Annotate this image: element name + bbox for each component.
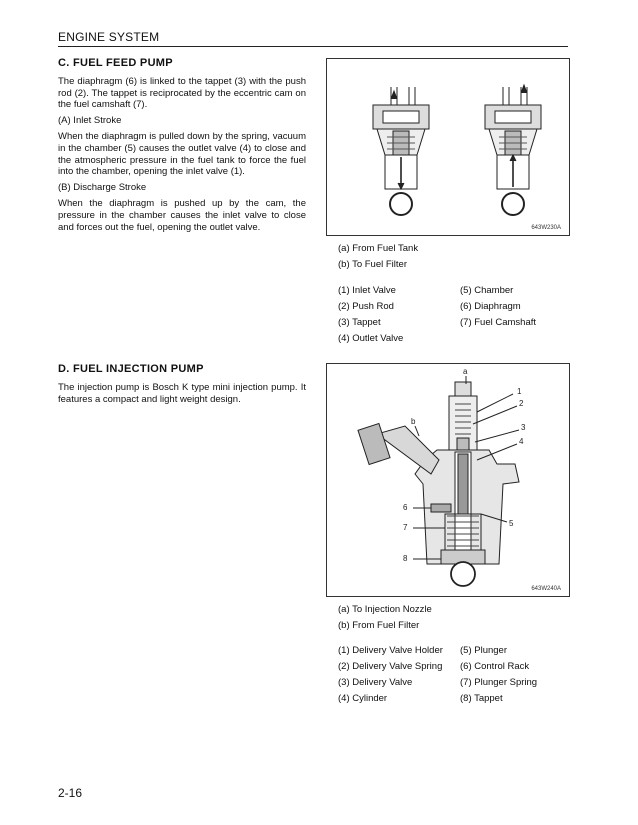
section-d-text	[58, 364, 306, 409]
legend-item: (5) Plunger	[460, 644, 507, 656]
pump-inlet-stroke	[373, 87, 429, 215]
legend-item: (1) Inlet Valve	[338, 284, 396, 296]
legend-item: (7) Fuel Camshaft	[460, 316, 537, 328]
inlet-stroke-heading: (A) Inlet Stroke	[58, 115, 122, 127]
pump-discharge-stroke	[485, 85, 541, 215]
legend-row	[338, 314, 578, 330]
fuel-injection-pump-diagram	[327, 364, 569, 596]
section-c-text	[58, 58, 306, 237]
legend-row	[338, 658, 578, 674]
legend-row	[338, 690, 578, 706]
section-d-title: D. FUEL INJECTION PUMP	[58, 363, 204, 375]
figure-1-legend	[338, 282, 578, 346]
label-1: 1	[517, 387, 522, 396]
legend-item: (2) Push Rod	[338, 300, 394, 312]
figure-2-caption-b: (b) From Fuel Filter	[338, 620, 420, 631]
label-b: b	[411, 417, 416, 426]
legend-item: (6) Control Rack	[460, 660, 530, 672]
label-a: a	[463, 367, 468, 376]
legend-item: (3) Delivery Valve	[338, 676, 413, 688]
legend-item: (7) Plunger Spring	[460, 676, 538, 688]
fuel-feed-pump-figure	[326, 58, 570, 236]
label-8: 8	[403, 554, 408, 563]
legend-item: (3) Tappet	[338, 316, 381, 328]
section-c-intro: The diaphragm (6) is linked to the tappet (3) with the push rod (2). The tappet is reciprocated by the eccentric cam on the fuel camshaft (7).	[58, 75, 306, 111]
legend-item: (4) Outlet Valve	[338, 332, 404, 344]
figure-2-code: 643W240A	[531, 586, 561, 592]
fuel-injection-pump-figure	[326, 363, 570, 597]
inlet-stroke-text: When the diaphragm is pulled down by the spring, vacuum in the chamber (5) causes the outlet valve (4) to close and the atmospheric pressure in the fuel tank to force the fuel into the chamber, opening the inlet valve (1).	[58, 130, 306, 178]
legend-row	[338, 330, 578, 346]
legend-row	[338, 282, 578, 298]
legend-row	[338, 642, 578, 658]
label-6: 6	[403, 503, 408, 512]
section-c-title: C. FUEL FEED PUMP	[58, 57, 173, 69]
figure-1-caption-b: (b) To Fuel Filter	[338, 259, 407, 270]
legend-item: (4) Cylinder	[338, 692, 388, 704]
running-header: ENGINE SYSTEM	[58, 30, 160, 44]
legend-item: (1) Delivery Valve Holder	[338, 644, 443, 656]
label-5: 5	[509, 519, 514, 528]
label-3: 3	[521, 423, 526, 432]
discharge-stroke-heading: (B) Discharge Stroke	[58, 182, 147, 194]
figure-1-captions	[338, 241, 418, 273]
label-2: 2	[519, 399, 524, 408]
header-rule	[58, 46, 568, 47]
label-7: 7	[403, 523, 408, 532]
figure-1-caption-a: (a) From Fuel Tank	[338, 243, 419, 254]
legend-row	[338, 674, 578, 690]
legend-item: (6) Diaphragm	[460, 300, 521, 312]
section-d-intro: The injection pump is Bosch K type mini injection pump. It features a compact and light weight design.	[58, 381, 306, 405]
fuel-feed-pump-diagram	[327, 59, 569, 235]
legend-item: (5) Chamber	[460, 284, 514, 296]
figure-1-code: 643W230A	[531, 225, 561, 231]
legend-row	[338, 298, 578, 314]
legend-item: (8) Tappet	[460, 692, 503, 704]
figure-2-caption-a: (a) To Injection Nozzle	[338, 604, 432, 615]
label-4: 4	[519, 437, 524, 446]
discharge-stroke-text: When the diaphragm is pushed up by the cam, the pressure in the chamber causes the inlet valve to close and forces out the fuel, opening the outlet valve.	[58, 197, 306, 233]
legend-item: (2) Delivery Valve Spring	[338, 660, 443, 672]
figure-2-legend	[338, 642, 578, 706]
figure-2-captions	[338, 602, 432, 634]
page-number: 2-16	[58, 786, 83, 800]
